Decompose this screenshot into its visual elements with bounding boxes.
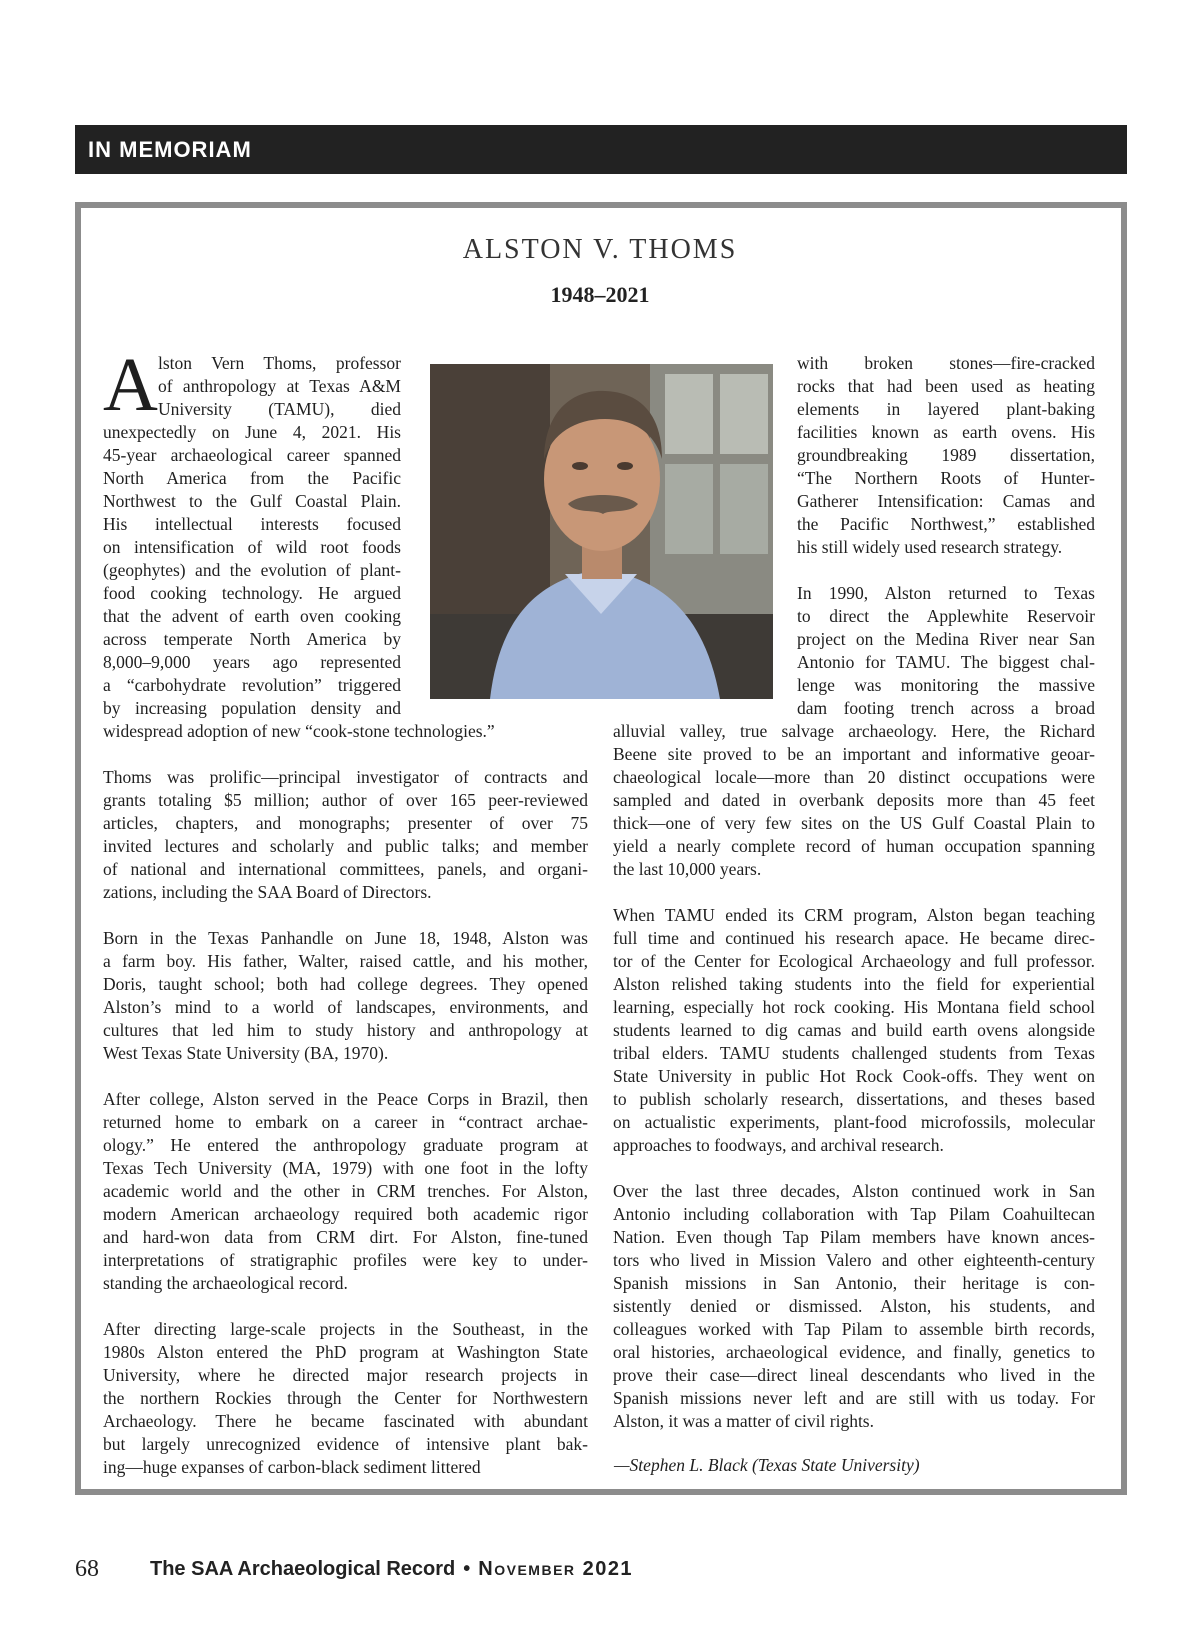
text-line: colleagues worked with Tap Pilam to assemble birth records, xyxy=(613,1319,1095,1339)
text-line: University, where he directed major research projects in xyxy=(103,1365,588,1385)
text-line: 8,000–9,000 years ago represented xyxy=(103,652,401,672)
text-line: cultures that led him to study history and anthropology at xyxy=(103,1020,588,1040)
text-line: grants totaling $5 million; author of over 165 peer-reviewed xyxy=(103,790,588,810)
text-line: elements in layered plant-baking xyxy=(797,399,1095,419)
text-line: State University in public Hot Rock Cook-offs. They went on xyxy=(613,1066,1095,1086)
text-line: After directing large-scale projects in the Southeast, in the xyxy=(103,1319,588,1339)
text-line: Northwest to the Gulf Coastal Plain. xyxy=(103,491,401,511)
text-line: rocks that had been used as heating xyxy=(797,376,1095,396)
text-line: tors who lived in Mission Valero and other eighteenth-century xyxy=(613,1250,1095,1270)
text-line: sistently denied or dismissed. Alston, his students, and xyxy=(613,1296,1095,1316)
portrait-image xyxy=(430,364,773,699)
text-line: and hard-won data from CRM dirt. For Alston, fine-tuned xyxy=(103,1227,588,1247)
drop-cap: A xyxy=(103,343,158,427)
text-line: West Texas State University (BA, 1970). xyxy=(103,1043,389,1063)
text-line: full time and continued his research apace. He became direc- xyxy=(613,928,1095,948)
text-line: his still widely used research strategy. xyxy=(797,537,1063,557)
text-line: oral histories, archaeological evidence, and finally, genetics to xyxy=(613,1342,1095,1362)
text-line: Texas Tech University (MA, 1979) with one foot in the lofty xyxy=(103,1158,588,1178)
text-line: zations, including the SAA Board of Directors. xyxy=(103,882,432,902)
text-line: dam footing trench across a broad xyxy=(797,698,1095,718)
text-line: modern American archaeology required both academic rigor xyxy=(103,1204,588,1224)
text-line: the northern Rockies through the Center for Northwestern xyxy=(103,1388,588,1408)
text-line: Archaeology. There he became fascinated with abundant xyxy=(103,1411,588,1431)
text-line: alluvial valley, true salvage archaeology. Here, the Richard xyxy=(613,721,1095,741)
text-line: chaeological locale—more than 20 distinct occupations were xyxy=(613,767,1095,787)
text-line: lston Vern Thoms, professor xyxy=(158,353,401,373)
section-banner xyxy=(75,125,1127,174)
text-line: prove their case—direct lineal descendants who lived in the xyxy=(613,1365,1095,1385)
portrait-photo xyxy=(430,364,773,699)
text-line: (geophytes) and the evolution of plant- xyxy=(103,560,401,580)
person-name: ALSTON V. THOMS xyxy=(462,234,738,265)
author-signature: —Stephen L. Black (Texas State University) xyxy=(614,1455,920,1475)
text-line: 1980s Alston entered the PhD program at Washington State xyxy=(103,1342,588,1362)
text-line: unexpectedly on June 4, 2021. His xyxy=(103,422,401,442)
text-line: interpretations of stratigraphic profiles were key to under- xyxy=(103,1250,588,1270)
text-line: Over the last three decades, Alston continued work in San xyxy=(613,1181,1095,1201)
text-line: across temperate North America by xyxy=(103,629,401,649)
text-line: the Pacific Northwest,” established xyxy=(797,514,1095,534)
text-line: invited lectures and scholarly and public talks; and member xyxy=(103,836,588,856)
text-line: students learned to dig camas and build earth ovens alongside xyxy=(613,1020,1095,1040)
text-line: Alston’s mind to a world of landscapes, environments, and xyxy=(103,997,588,1017)
text-line: learning, especially hot rock cooking. His Montana field school xyxy=(613,997,1095,1017)
text-line: returned home to embark on a career in “contract archae- xyxy=(103,1112,588,1132)
text-line: of anthropology at Texas A&M xyxy=(158,376,401,396)
text-line: University (TAMU), died xyxy=(158,399,401,419)
text-line: articles, chapters, and monographs; presenter of over 75 xyxy=(103,813,588,833)
text-line: tribal elders. TAMU students challenged students from Texas xyxy=(613,1043,1095,1063)
life-years: 1948–2021 xyxy=(550,282,650,307)
text-line: food cooking technology. He argued xyxy=(103,583,401,603)
text-line: Spanish missions in San Antonio, their heritage is con- xyxy=(613,1273,1095,1293)
text-line: that the advent of earth oven cooking xyxy=(103,606,401,626)
text-line: to publish scholarly research, dissertations, and theses based xyxy=(613,1089,1095,1109)
text-line: North America from the Pacific xyxy=(103,468,401,488)
text-line: In 1990, Alston returned to Texas xyxy=(797,583,1095,603)
text-line: Antonio including collaboration with Tap Pilam Coahuiltecan xyxy=(613,1204,1095,1224)
text-line: thick—one of very few sites on the US Gulf Coastal Plain to xyxy=(613,813,1095,833)
text-line: of national and international committees, panels, and organi- xyxy=(103,859,588,879)
footer-separator: • xyxy=(463,1558,471,1580)
text-line: on intensification of wild root foods xyxy=(103,537,401,557)
text-line: Antonio for TAMU. The biggest chal- xyxy=(797,652,1095,672)
text-line: groundbreaking 1989 dissertation, xyxy=(797,445,1095,465)
publication-title: The SAA Archaeological Record xyxy=(150,1558,456,1580)
text-line: Doris, taught school; both had college degrees. They opened xyxy=(103,974,588,994)
text-line: facilities known as earth ovens. His xyxy=(797,422,1095,442)
text-line: Spanish missions never left and are still with us today. For xyxy=(613,1388,1095,1408)
text-line: ology.” He entered the anthropology graduate program at xyxy=(103,1135,588,1155)
text-line: but largely unrecognized evidence of intensive plant bak- xyxy=(103,1434,588,1454)
text-line: After college, Alston served in the Peace Corps in Brazil, then xyxy=(103,1089,588,1109)
text-line: widespread adoption of new “cook-stone technologies.” xyxy=(103,721,495,741)
text-line: Gatherer Intensification: Camas and xyxy=(797,491,1095,511)
text-line: “The Northern Roots of Hunter- xyxy=(797,468,1095,488)
text-line: standing the archaeological record. xyxy=(103,1273,348,1293)
text-line: sampled and dated in overbank deposits more than 45 feet xyxy=(613,790,1095,810)
text-line: Alston, it was a matter of civil rights. xyxy=(613,1411,874,1431)
issue-date: November 2021 xyxy=(478,1558,634,1580)
text-line: academic world and the other in CRM trenches. For Alston, xyxy=(103,1181,588,1201)
text-line: to direct the Applewhite Reservoir xyxy=(797,606,1095,626)
text-line: project on the Medina River near San xyxy=(797,629,1095,649)
text-line: by increasing population density and xyxy=(103,698,401,718)
text-line: Beene site proved to be an important and informative geoar- xyxy=(613,744,1095,764)
text-line: on actualistic experiments, plant-food microfossils, molecular xyxy=(613,1112,1095,1132)
text-line: Thoms was prolific—principal investigator of contracts and xyxy=(103,767,588,787)
text-line: lenge was monitoring the massive xyxy=(797,675,1095,695)
footer-publication xyxy=(150,1558,633,1581)
text-line: 45-year archaeological career spanned xyxy=(103,445,401,465)
text-line: yield a nearly complete record of human occupation spanning xyxy=(613,836,1095,856)
page-number: 68 xyxy=(75,1556,99,1582)
text-line: the last 10,000 years. xyxy=(613,859,762,879)
section-label: IN MEMORIAM xyxy=(88,137,252,162)
text-line: His intellectual interests focused xyxy=(103,514,401,534)
text-line: Born in the Texas Panhandle on June 18, 1948, Alston was xyxy=(103,928,588,948)
text-line: tor of the Center for Ecological Archaeology and full professor. xyxy=(613,951,1095,971)
text-line: Alston relished taking students into the field for experiential xyxy=(613,974,1095,994)
text-line: approaches to foodways, and archival research. xyxy=(613,1135,944,1155)
text-line: with broken stones—fire-cracked xyxy=(797,353,1095,373)
text-line: a farm boy. His father, Walter, raised cattle, and his mother, xyxy=(103,951,588,971)
text-line: When TAMU ended its CRM program, Alston began teaching xyxy=(613,905,1095,925)
text-line: Nation. Even though Tap Pilam members have known ances- xyxy=(613,1227,1095,1247)
text-line: a “carbohydrate revolution” triggered xyxy=(103,675,401,695)
text-line: ing—huge expanses of carbon-black sediment littered xyxy=(103,1457,481,1477)
